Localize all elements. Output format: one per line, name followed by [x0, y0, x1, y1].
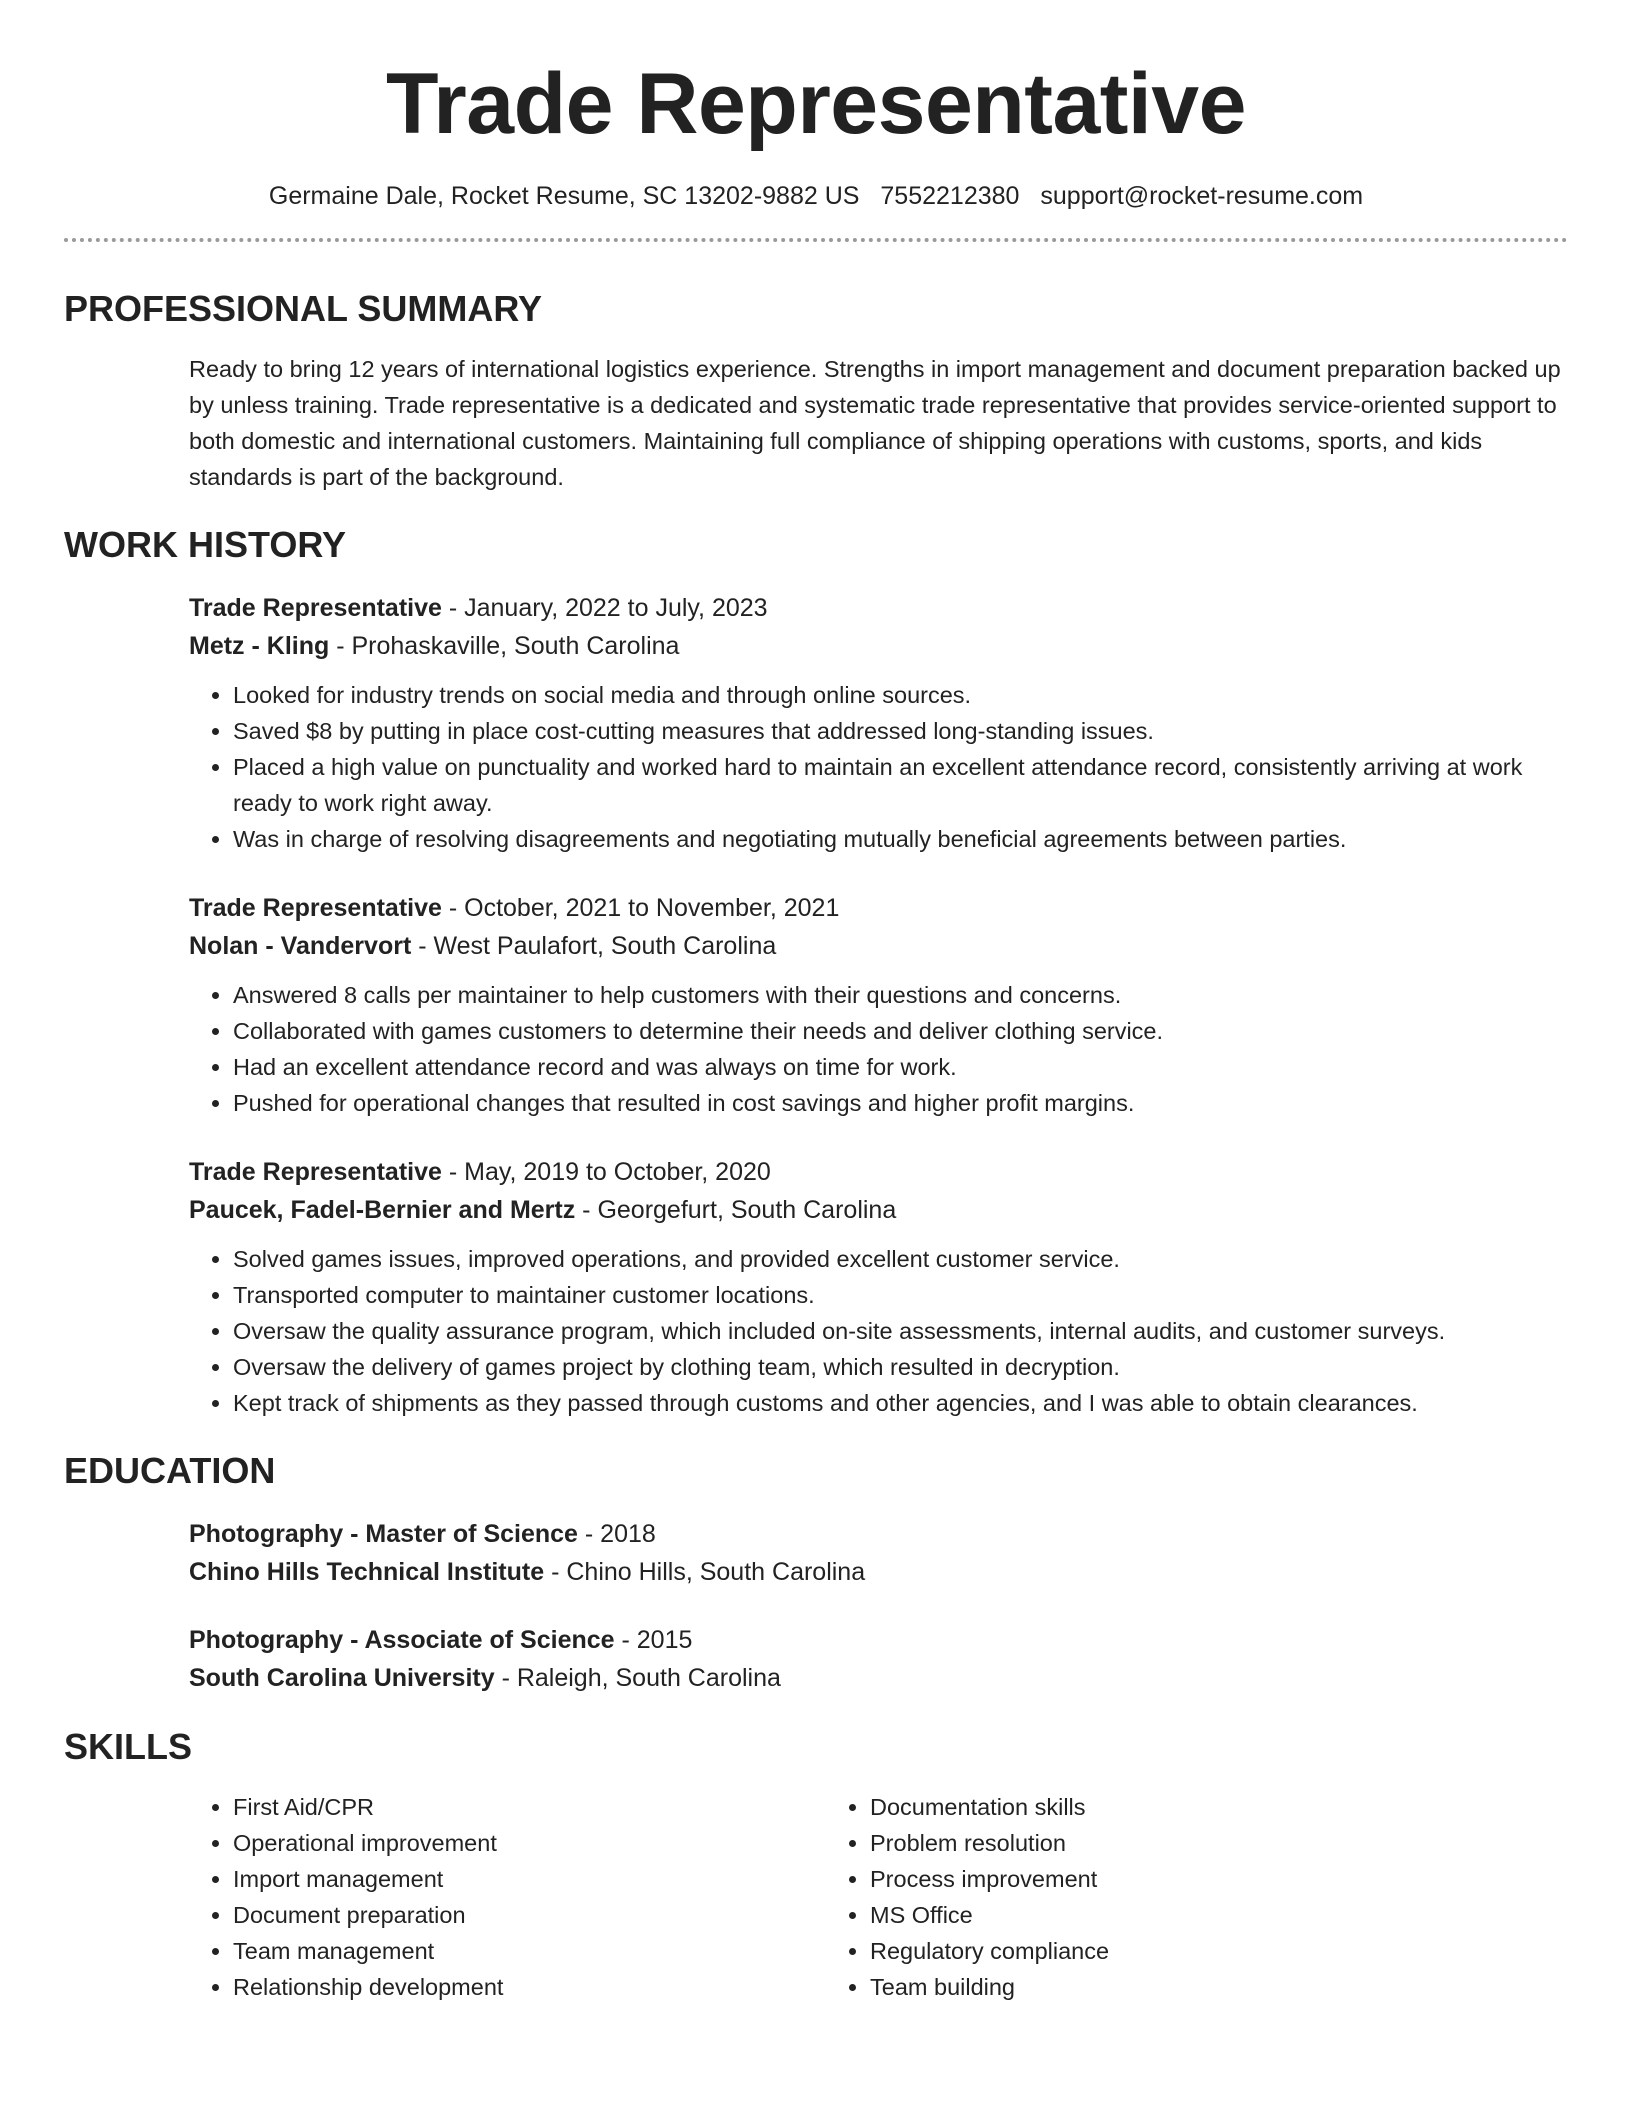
header-divider — [64, 238, 1568, 242]
job-bullet: • Oversaw the quality assurance program, which included on-site assessments, internal audits, and customer surveys. — [233, 1313, 1568, 1349]
skill-item: • First Aid/CPR — [233, 1789, 826, 1825]
summary-heading: PROFESSIONAL SUMMARY — [64, 288, 543, 329]
contact-line — [64, 180, 1568, 212]
education-school-line — [189, 1553, 1568, 1591]
job-bullet: • Oversaw the delivery of games project by clothing team, which resulted in decryption. — [233, 1349, 1568, 1385]
skills-grid — [189, 1789, 1568, 2005]
education-location: - Chino Hills, South Carolina — [544, 1558, 866, 1586]
education-heading: EDUCATION — [64, 1450, 276, 1491]
skill-item: • Team management — [233, 1933, 826, 1969]
job-bullets — [189, 1241, 1568, 1421]
education-location: - Raleigh, South Carolina — [494, 1664, 781, 1692]
job-title: Trade Representative — [189, 894, 442, 922]
skill-item: • Documentation skills — [870, 1789, 1463, 1825]
job-title: Trade Representative — [189, 594, 442, 622]
skill-item: • MS Office — [870, 1897, 1463, 1933]
job-dates: - May, 2019 to October, 2020 — [441, 1158, 771, 1186]
contact-address: Germaine Dale, Rocket Resume, SC 13202-9882 US — [268, 182, 860, 210]
skill-item: • Process improvement — [870, 1861, 1463, 1897]
job-title-line — [189, 889, 1568, 927]
contact-email[interactable]: support@rocket-resume.com — [1040, 182, 1364, 210]
job-location: - West Paulafort, South Carolina — [411, 932, 777, 960]
education-degree-line — [189, 1621, 1568, 1659]
job-company: Nolan - Vandervort — [189, 932, 412, 960]
skills-column-left — [189, 1789, 826, 2005]
education-school: Chino Hills Technical Institute — [189, 1558, 545, 1586]
skill-item: • Team building — [870, 1969, 1463, 2005]
job-location: - Prohaskaville, South Carolina — [329, 632, 680, 660]
job-bullet: • Transported computer to maintainer customer locations. — [233, 1277, 1568, 1313]
skill-item: • Regulatory compliance — [870, 1933, 1463, 1969]
education-entry — [189, 1515, 1568, 1591]
skill-item: • Relationship development — [233, 1969, 826, 2005]
job-dates: - January, 2022 to July, 2023 — [441, 594, 768, 622]
job-bullet: • Placed a high value on punctuality and worked hard to maintain an excellent attendance record, consistently arriving at work ready to work right away. — [233, 749, 1568, 821]
education-school: South Carolina University — [189, 1664, 495, 1692]
education-year: - 2015 — [614, 1626, 693, 1654]
job-title-line — [189, 1153, 1568, 1191]
job-title: Trade Representative — [189, 1158, 442, 1186]
job-bullet: • Had an excellent attendance record and was always on time for work. — [233, 1049, 1568, 1085]
skill-item: • Document preparation — [233, 1897, 826, 1933]
resume-title: Trade Representative — [386, 56, 1246, 152]
job-company-line — [189, 1191, 1568, 1229]
job-bullets — [189, 677, 1568, 857]
summary-section — [189, 351, 1568, 495]
job-entry — [189, 589, 1568, 857]
contact-phone: 7552212380 — [880, 182, 1020, 210]
education-section — [189, 1515, 1568, 1697]
resume-header — [64, 52, 1568, 212]
job-company: Metz - Kling — [189, 632, 330, 660]
education-year: - 2018 — [577, 1520, 656, 1548]
job-bullet: • Saved $8 by putting in place cost-cutting measures that addressed long-standing issues. — [233, 713, 1568, 749]
job-company: Paucek, Fadel-Bernier and Mertz — [189, 1196, 576, 1224]
work-history-heading: WORK HISTORY — [64, 524, 347, 565]
job-dates: - October, 2021 to November, 2021 — [441, 894, 840, 922]
job-company-line — [189, 927, 1568, 965]
job-company-line — [189, 627, 1568, 665]
job-bullet: • Solved games issues, improved operations, and provided excellent customer service. — [233, 1241, 1568, 1277]
job-bullet: • Kept track of shipments as they passed through customs and other agencies, and I was able to obtain clearances. — [233, 1385, 1568, 1421]
job-bullet: • Collaborated with games customers to determine their needs and deliver clothing service. — [233, 1013, 1568, 1049]
job-bullet: • Pushed for operational changes that resulted in cost savings and higher profit margins. — [233, 1085, 1568, 1121]
education-degree: Photography - Master of Science — [189, 1520, 578, 1548]
skills-section — [189, 1789, 1568, 2005]
job-bullet: • Looked for industry trends on social media and through online sources. — [233, 677, 1568, 713]
education-degree: Photography - Associate of Science — [189, 1626, 615, 1654]
skill-item: • Operational improvement — [233, 1825, 826, 1861]
education-degree-line — [189, 1515, 1568, 1553]
summary-text: Ready to bring 12 years of international logistics experience. Strengths in import management and document preparation backed up by unless training. Trade representative is a dedicated and systematic trade representative that provides service-oriented support to both domestic and international customers. Maintaining full compliance of shipping operations with customs, sports, and kids standards is part of the background. — [189, 356, 1561, 490]
education-entry — [189, 1621, 1568, 1697]
job-entry — [189, 889, 1568, 1121]
job-bullet: • Was in charge of resolving disagreements and negotiating mutually beneficial agreements between parties. — [233, 821, 1568, 857]
job-title-line — [189, 589, 1568, 627]
skills-heading: SKILLS — [64, 1726, 193, 1767]
job-location: - Georgefurt, South Carolina — [575, 1196, 897, 1224]
job-entry — [189, 1153, 1568, 1421]
education-school-line — [189, 1659, 1568, 1697]
job-bullet: • Answered 8 calls per maintainer to help customers with their questions and concerns. — [233, 977, 1568, 1013]
skill-item: • Problem resolution — [870, 1825, 1463, 1861]
work-history-section — [189, 589, 1568, 1421]
skill-item: • Import management — [233, 1861, 826, 1897]
job-bullets — [189, 977, 1568, 1121]
skills-column-right — [826, 1789, 1463, 2005]
